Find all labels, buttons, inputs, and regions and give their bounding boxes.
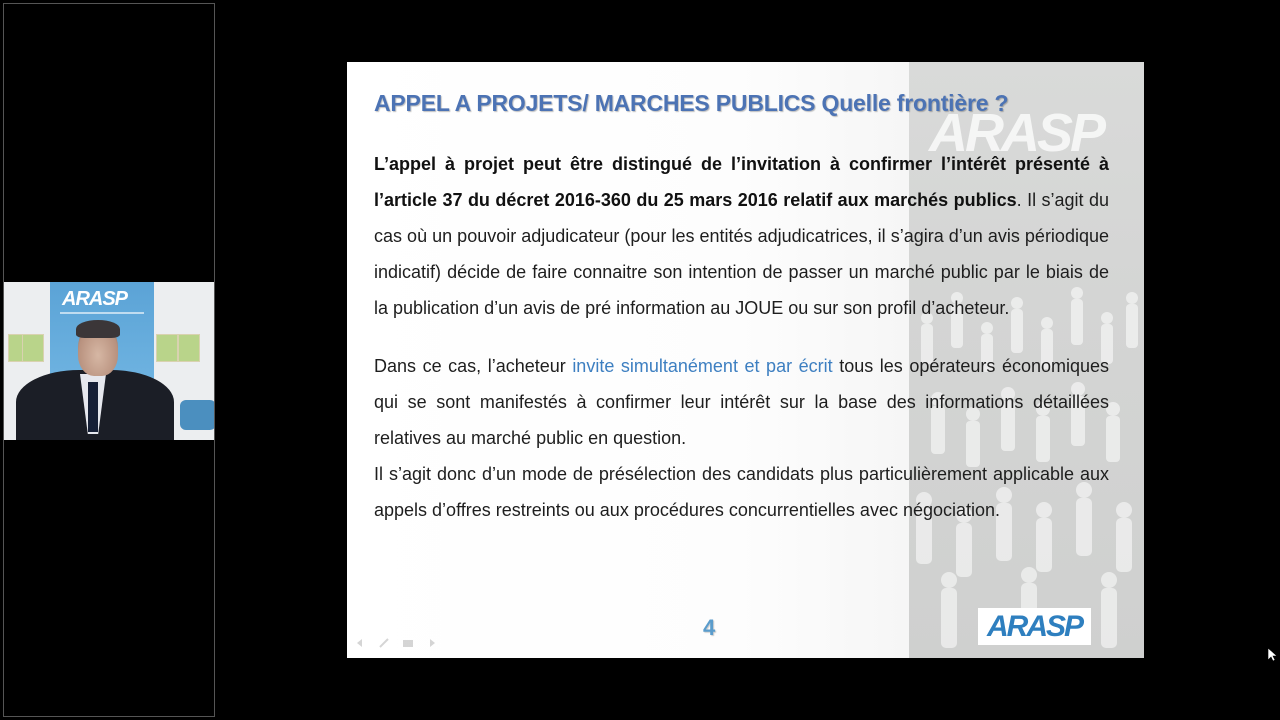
arasp-logo: ARASP [986,609,1082,643]
mouse-cursor-icon [1268,648,1278,667]
footer-logo [978,608,1091,645]
highlighted-text: invite simultanément et par écrit [572,356,833,376]
pen-icon[interactable] [377,636,391,650]
paragraph-2-end: tous les opérateurs économiques qui se sont manifestés à confirmer leur intérêt sur la base des informations détaillées relatives au marché public en question. [374,356,1110,448]
presenter-tie [88,382,98,432]
page-number: 4 [703,615,716,640]
paragraph-2 [374,348,1109,456]
chair [180,400,214,430]
webcam-video [4,282,214,440]
wall-poster [22,334,44,362]
slides-menu-icon[interactable] [401,636,415,650]
previous-icon[interactable] [353,636,367,650]
slide-title: APPEL A PROJETS/ MARCHES PUBLICS Quelle frontière ? [374,90,1009,116]
background-logo: ARASP [929,103,1104,163]
paragraph-1-rest: . Il s’agit du cas où un pouvoir adjudicateur (pour les entités adjudicatrices, il s’agira d’un avis périodique indicatif) décide de faire connaitre son intention de passer un marché public par le biais de la publication d’un avis de pré information au JOUE ou sur son profil d’acheteur. [374,190,1109,318]
paragraph-1-bold: L’appel à projet peut être distingué de l’invitation à confirmer l’intérêt présenté à l’article 37 du décret 2016-360 du 25 mars 2016 relatif aux marchés publics [374,154,1109,210]
paragraph-3: Il s’agit donc d’un mode de présélection des candidats plus particulièrement applicable aux appels d’offres restreints ou aux procédures concurrentielles avec négociation. [374,464,1109,520]
slide-body [374,146,1109,528]
paragraph-1 [374,146,1109,326]
banner-subtitle [60,312,144,314]
webcam-panel [3,3,215,717]
next-icon[interactable] [425,636,439,650]
slide-controls [353,636,439,650]
presenter-hair [76,320,120,338]
banner-logo: ARASP [62,288,128,310]
wall-poster [178,334,200,362]
paragraph-2-start: Dans ce cas, l’acheteur [374,356,573,376]
presentation-slide [347,62,1144,658]
wall-poster [156,334,178,362]
